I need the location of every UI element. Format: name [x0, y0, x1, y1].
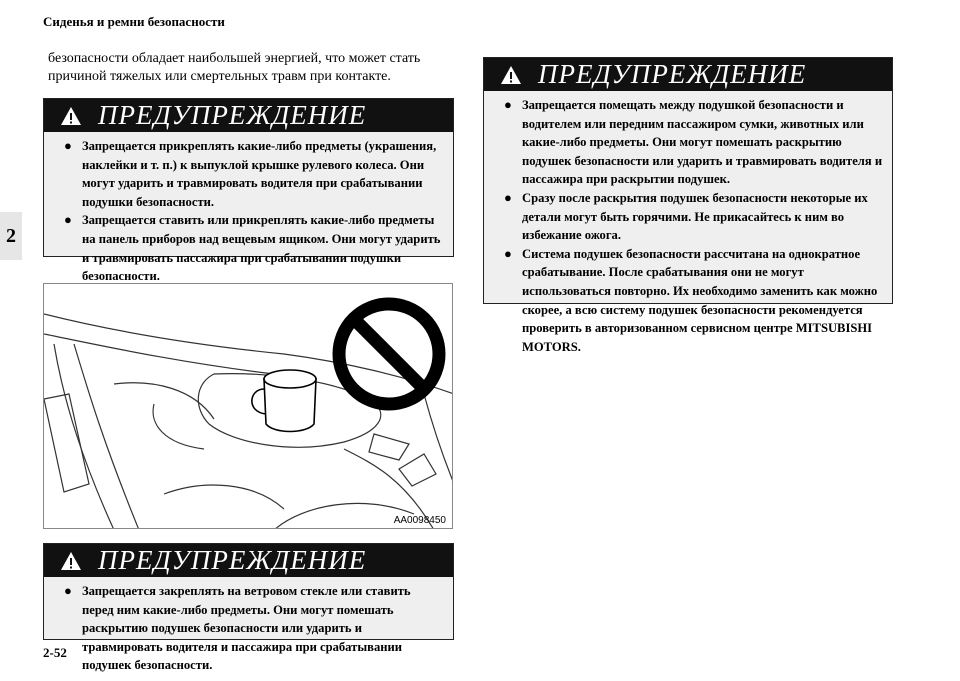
bullet-dot-icon: ●: [504, 189, 512, 205]
warning-list: [44, 132, 453, 292]
dashboard-illustration: [43, 283, 453, 529]
figure-id: AA0098450: [393, 515, 446, 526]
cup-icon: [252, 370, 316, 432]
warning-header: [44, 544, 453, 577]
page-header: Сиденья и ремни безопасности: [43, 14, 225, 29]
page-number: 2-52: [43, 645, 67, 660]
warning-list: [484, 91, 892, 362]
bullet-dot-icon: ●: [64, 212, 72, 228]
bullet-dot-icon: ●: [64, 138, 72, 153]
warning-triangle-icon: [500, 64, 522, 86]
warning-header: [44, 99, 453, 132]
intro-line: причиной тяжелых или смертельных травм при контакте.: [48, 69, 391, 84]
warning-item-text: Запрещается помещать между подушкой безопасности и водителем или передним пассажиром сумки, животных или какие-либо предметы. Они могут помешать раскрытию подушек безопасности или ударить и травмировать водителя и пассажира при раскрытии подушек.: [522, 98, 883, 187]
warning-title: ПРЕДУПРЕЖДЕНИЕ: [538, 59, 807, 89]
chapter-tab: 2: [0, 212, 22, 260]
warning-item: [504, 189, 884, 245]
warning-item-text: Запрещается закреплять на ветровом стекле или ставить перед ним какие-либо предметы. Они могут помешать раскрытию подушек безопасности или ударить и травмировать водителя и пассажира при срабатывании подушек безопасности.: [82, 584, 411, 673]
warning-item: [64, 582, 445, 675]
warning-item-text: Сразу после раскрытия подушек безопасности некоторые их детали могут быть горячими. Не прикасайтесь к ним во избежание ожога.: [522, 190, 868, 243]
warning-triangle-icon: [60, 105, 82, 127]
warning-item-text: Запрещается ставить или прикреплять какие-либо предметы на панель приборов над вещевым ящиком. Они могут ударить и травмировать пассажира при срабатывании подушки безопасности.: [82, 213, 441, 284]
warning-item: [504, 245, 884, 357]
dashboard-drawing: [44, 284, 453, 529]
intro-line: безопасности обладает наибольшей энергией, что может стать: [48, 51, 421, 66]
warning-item: [64, 211, 445, 285]
prohibition-sign-icon: [339, 304, 439, 404]
warning-item-text: Запрещается прикреплять какие-либо предметы (украшения, наклейки и т. п.) к выпуклой крышке рулевого колеса. Они могут ударить и травмировать водителя при срабатывании подушки безопасности.: [82, 139, 437, 209]
warning-box-steering: [43, 98, 454, 284]
bullet-dot-icon: ●: [64, 583, 72, 598]
warning-item: [64, 137, 445, 211]
warning-header: [484, 58, 892, 91]
warning-item: [504, 96, 884, 189]
warning-title: ПРЕДУПРЕЖДЕНИЕ: [98, 545, 367, 575]
warning-box-airbag: [483, 57, 893, 354]
intro-paragraph: [48, 50, 468, 86]
warning-title: ПРЕДУПРЕЖДЕНИЕ: [98, 100, 367, 130]
warning-list: [44, 577, 453, 681]
bullet-dot-icon: ●: [504, 97, 512, 112]
bullet-dot-icon: ●: [504, 245, 512, 261]
warning-item-text: Система подушек безопасности рассчитана на однократное срабатывание. После срабатывания они не могут использоваться повторно. Их необходимо заменить как можно скорее, а всю систему подушек безопасности рекомендуется проверить в авторизованном сервисном центре MITSUBISHI MOTORS.: [522, 246, 878, 354]
warning-triangle-icon: [60, 550, 82, 572]
